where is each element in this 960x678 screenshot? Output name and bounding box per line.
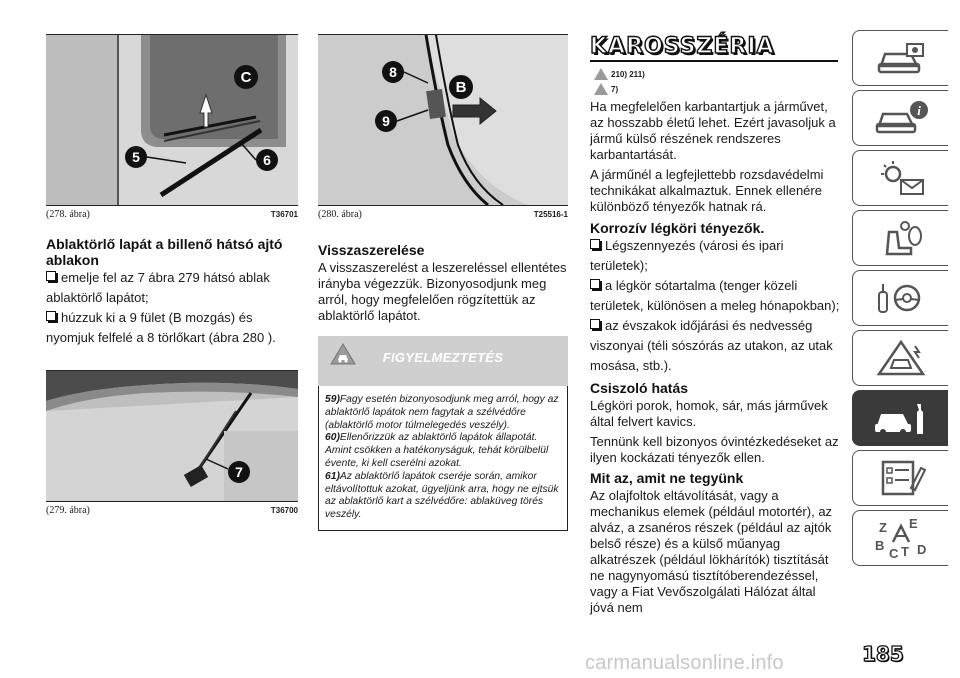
figure-code: T25516-1 [533,210,568,219]
figure-279 [46,370,298,502]
callout-c: C [240,69,252,86]
svg-text:B: B [874,538,884,553]
tab-dashboard[interactable] [852,30,948,86]
key-steering-icon [871,278,931,318]
figure-279-caption [46,505,298,516]
list-item: a légkör sótartalma (tenger közeli területek, különösen a meleg hónapokban); [590,278,840,313]
chapter-tabs [852,30,948,570]
car-wrench-icon [871,398,931,438]
tab-driving[interactable] [852,270,948,326]
warning-item: 61)Az ablaktörlő lapátok cseréje során, amikor eltávolítottuk azokat, ügyeljünk arra, hogy ne ejtsük az ablaktörlő kart a szélvédőre: ablaküveg törés veszély. [325,470,559,521]
callout-5: 5 [132,149,140,165]
watermark: carmanualsonline.info [585,652,784,674]
warning-car-icon [594,83,608,95]
warning-header [318,336,568,386]
chapter-title: KAROSSZÉRIA [590,34,775,59]
column-right [590,34,840,616]
figure-280 [318,34,568,206]
column-middle [318,34,568,531]
svg-text:D: D [916,542,926,557]
callout-6: 6 [263,152,271,168]
wiper-arm-release-illustration [318,35,568,205]
donts-paragraph: Az olajfoltok eltávolítását, vagy a mechanikus elemek (például motortér), az alváz, a zsanéros részek (például az ajtók belső része) és a külső műanyag alkatrészek (például lökhárítók) tisztítását ne nagynyomású tisztítóberendezéssel, vagy a Fiat Vevőszolgálati Hálózat által jóvá nem [590,488,833,615]
section-heading-corrosive: Korrozív légköri tényezők. [590,220,765,236]
checkbox-bullet-icon [590,279,600,289]
tab-safety[interactable] [852,210,948,266]
alphabet-index-icon [871,516,931,560]
svg-text:Z: Z [878,520,887,535]
airbag-seat-icon [871,218,931,258]
callout-7: 7 [235,464,243,480]
intro-paragraph: Ha megfelelően karbantartjuk a járművet, az hosszabb életű lehet. Ezért javasoljuk a jármű külső részének rendszeres karbantartását. [590,99,836,162]
figure-code: T36701 [270,210,298,219]
reference-line: 210) 211) [594,68,840,80]
section-heading-abrasive: Csiszoló hatás [590,380,689,396]
car-info-icon [871,98,931,138]
figure-number: (280. ábra) [318,209,362,220]
list-item: húzzuk ki a 9 fület (B mozgás) és nyomjuk felfelé a 8 törlőkart (ábra 280 ). [46,310,276,345]
list-item: Légszennyezés (városi és ipari területek); [590,238,784,273]
callout-8: 8 [389,64,397,80]
tab-info[interactable] [852,90,948,146]
reinstall-paragraph: A visszaszerelést a leszereléssel ellentétes irányba végezzük. Bizonyosodjunk meg arról, hogy megfelelően rögzítettük az ablaktörlő lapátot. [318,260,567,323]
callout-b: B [455,79,467,96]
car-dashboard-icon [871,38,931,78]
abrasive-paragraph: Tennünk kell bizonyos óvintézkedéseket az ilyen kockázati tényezők ellen. [590,434,839,465]
list-item: az évszakok időjárási és nedvesség viszonyai (téli sószórás az utakon, az utak mosása, stb.). [590,318,833,373]
checkbox-bullet-icon [590,319,600,329]
svg-text:E: E [908,516,918,531]
light-message-icon [871,158,931,198]
figure-code: T36700 [270,506,298,515]
section-heading-reinstall: Visszaszerelése [318,242,425,258]
svg-text:T: T [900,544,909,559]
checkbox-bullet-icon [46,271,56,281]
abrasive-paragraph: Légköri porok, homok, sár, más járművek által felvert kavics. [590,398,828,429]
section-heading-wiper-removal: Ablaktörlő lapát a billenő hátsó ajtó ablakon [46,236,283,268]
title-rule [590,60,838,62]
warning-car-icon [871,338,931,378]
list-item: emelje fel az 7 ábra 279 hátsó ablak ablaktörlő lapátot; [46,270,270,305]
tab-emergency[interactable] [852,330,948,386]
page-number: 185 [862,642,904,666]
warning-car-icon [594,68,608,80]
checkbox-bullet-icon [46,311,56,321]
section-heading-donts: Mit az, amit ne tegyünk [590,470,744,486]
tab-lights[interactable] [852,150,948,206]
tab-specs[interactable] [852,450,948,506]
figure-278 [46,34,298,206]
figure-number: (279. ábra) [46,505,90,516]
checklist-icon [871,458,931,498]
warning-body [318,386,568,531]
warning-item: 60)Ellenőrizzük az ablaktörlő lapátok állapotát. Amint csökken a hatékonyságuk, tehát körülbelül évente, ki kell cserélni azokat. [325,432,549,469]
figure-280-caption [318,209,568,220]
column-left [46,34,298,516]
rear-wiper-raise-illustration [46,35,298,205]
svg-text:i: i [916,103,921,118]
warning-title: FIGYELMEZTETÉS [382,350,504,365]
rear-wiper-arm-illustration [46,371,298,501]
figure-number: (278. ábra) [46,209,90,220]
svg-text:C: C [888,546,898,560]
reference-line: 7) [594,83,840,95]
checkbox-bullet-icon [590,239,600,249]
intro-paragraph: A járműnél a legfejlettebb rozsdavédelmi technikákat alkalmaztuk. Ennek ellenére különböző tényezők hatnak rá. [590,167,824,214]
figure-278-caption [46,209,298,220]
callout-9: 9 [382,113,390,129]
tab-maintenance[interactable] [852,390,948,446]
tab-index[interactable] [852,510,948,566]
warning-item: 59)Fagy esetén bizonyosodjunk meg arról, hogy az ablaktörlő lapátok nem fagytak a szélvédőre (ablaktörlő motor túlmelegedés veszély). [325,394,559,431]
